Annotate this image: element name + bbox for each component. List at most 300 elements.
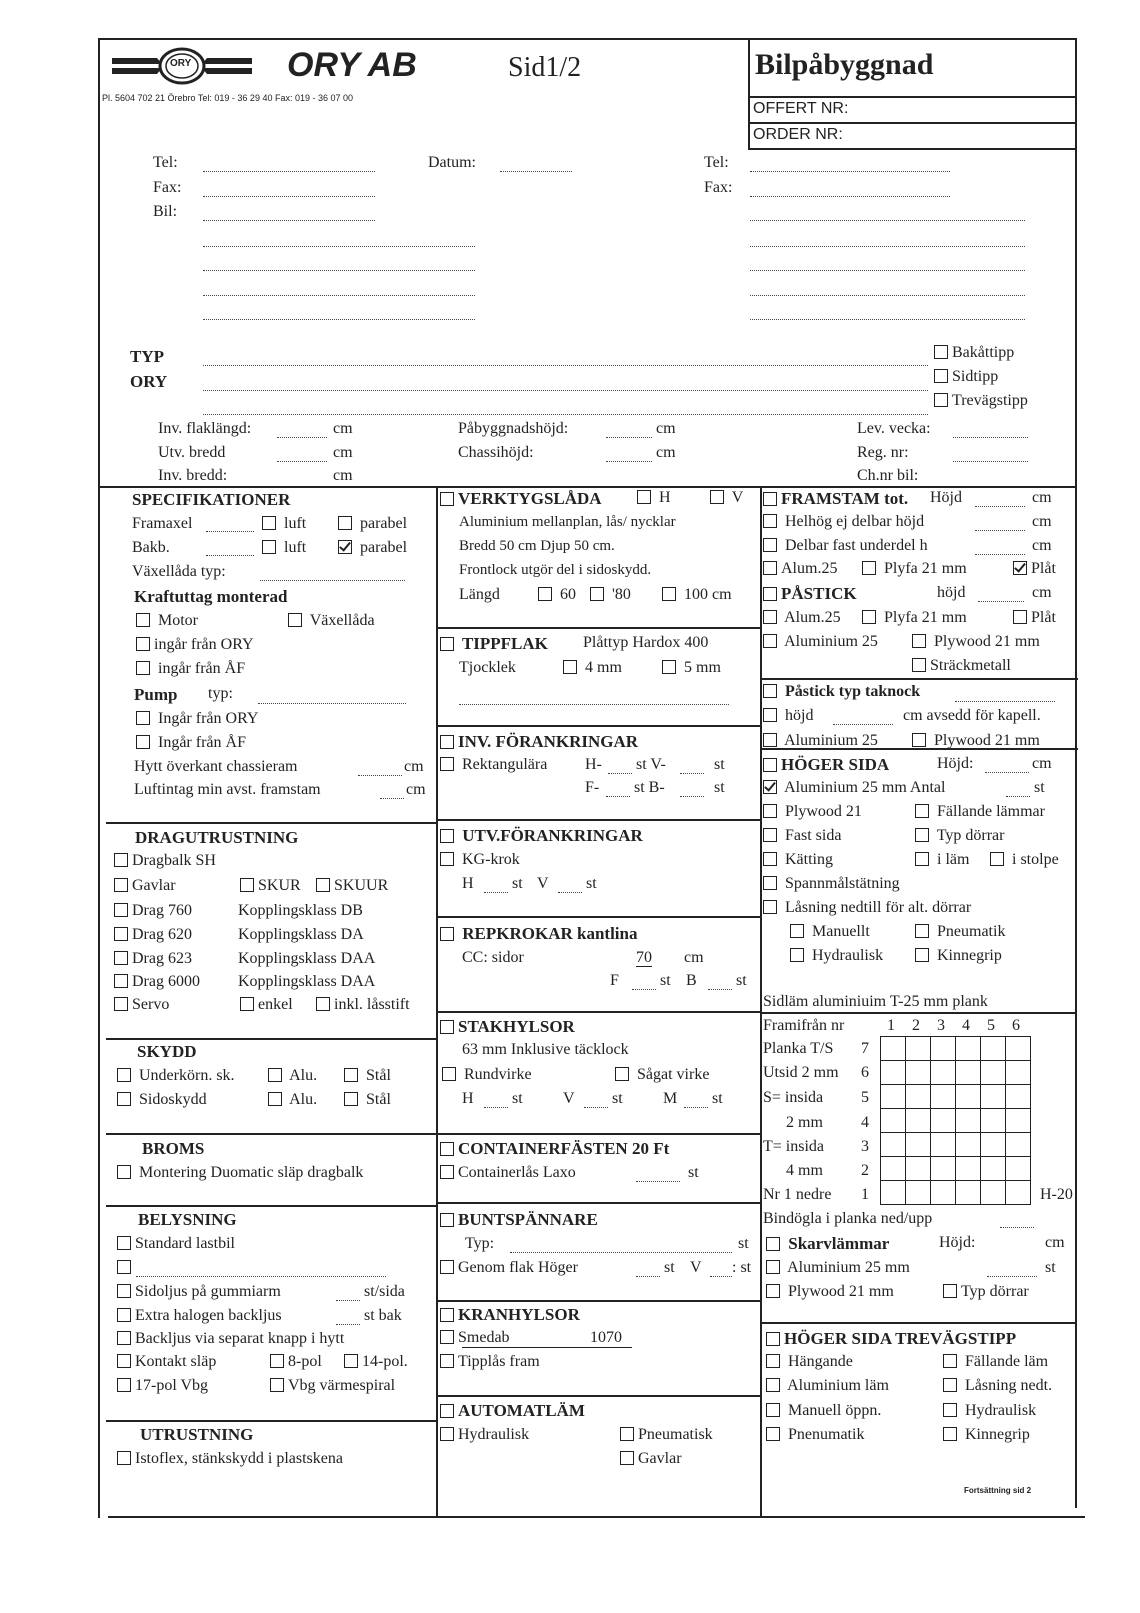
servo-checkbox[interactable]	[114, 997, 128, 1011]
tjocklek-4mm-checkbox[interactable]	[563, 660, 577, 674]
duomatic-checkbox[interactable]	[117, 1165, 131, 1179]
motor-option[interactable]: Motor	[136, 613, 198, 629]
htv-hydraulisk-checkbox[interactable]	[943, 1403, 957, 1417]
manuell-oppn-checkbox[interactable]	[766, 1403, 780, 1417]
rektangulara-option[interactable]: Rektangulära	[440, 757, 547, 773]
skarv-al-checkbox[interactable]	[766, 1260, 780, 1274]
langd-80-option[interactable]: '80	[590, 587, 631, 603]
past-plywood-checkbox[interactable]	[912, 634, 926, 648]
address-line[interactable]	[203, 246, 475, 247]
fram-plyfa-checkbox[interactable]	[862, 561, 876, 575]
aluminium-lam-checkbox[interactable]	[766, 1378, 780, 1392]
fram-plat-option[interactable]: Plåt	[1013, 561, 1056, 577]
katting-checkbox[interactable]	[763, 852, 777, 866]
pol8-option[interactable]: 8-pol	[270, 1354, 322, 1370]
utv-bredd-label: Utv. bredd	[158, 444, 226, 461]
katting-option[interactable]: Kätting	[763, 852, 833, 868]
enkel-checkbox[interactable]	[240, 997, 254, 1011]
bakattipp-option[interactable]: Bakåttipp	[934, 345, 1014, 361]
stakhylsor-checkbox[interactable]	[440, 1020, 454, 1034]
rundvirke-option[interactable]: Rundvirke	[442, 1067, 532, 1083]
pump-typ-field[interactable]	[258, 703, 406, 704]
sagat-virke-checkbox[interactable]	[615, 1067, 629, 1081]
framaxel-luft-checkbox[interactable]	[262, 516, 276, 530]
istoflex-option[interactable]: Istoflex, stänkskydd i plastskena	[117, 1451, 343, 1467]
extra-halogen-option[interactable]: Extra halogen backljus	[117, 1308, 282, 1324]
hoger-al-checkbox[interactable]	[763, 780, 777, 794]
verktyg-h-checkbox[interactable]	[637, 490, 651, 504]
sidtipp-checkbox[interactable]	[934, 369, 948, 383]
fallande-lam-option[interactable]: Fällande läm	[943, 1354, 1048, 1370]
past-alum-option[interactable]: Alum.25	[763, 610, 841, 626]
genom-v-field[interactable]	[710, 1276, 732, 1277]
kranhylsor-checkbox[interactable]	[440, 1308, 454, 1322]
tippflak-option[interactable]: TIPPFLAK	[440, 635, 548, 652]
address2-line[interactable]	[750, 246, 1025, 247]
rundvirke-checkbox[interactable]	[442, 1067, 456, 1081]
past-plywood-option[interactable]: Plywood 21 mm	[912, 634, 1040, 650]
pump-ingar-af-option[interactable]: Ingår från ÅF	[136, 735, 246, 751]
kg-krok-checkbox[interactable]	[440, 852, 454, 866]
taknock-plywood-checkbox[interactable]	[912, 733, 926, 747]
inv-f-field[interactable]	[606, 796, 630, 797]
framaxel-field[interactable]	[206, 531, 254, 532]
underkorn-alu-checkbox[interactable]	[268, 1068, 282, 1082]
dragbalk-checkbox[interactable]	[114, 853, 128, 867]
typ-dorrar-checkbox[interactable]	[915, 828, 929, 842]
stakhylsor-option[interactable]: STAKHYLSOR	[440, 1018, 575, 1035]
tel-field[interactable]	[203, 171, 375, 172]
fast-sida-option[interactable]: Fast sida	[763, 828, 841, 844]
st-unit: st	[1034, 779, 1045, 796]
repkrokar-checkbox[interactable]	[440, 927, 454, 941]
hytt-field[interactable]	[358, 775, 402, 776]
pol14-checkbox[interactable]	[344, 1354, 358, 1368]
sidlam-grid[interactable]	[880, 1036, 1031, 1205]
auto-pneumatisk-option[interactable]: Pneumatisk	[620, 1427, 713, 1443]
hoger-sida-checkbox[interactable]	[763, 758, 777, 772]
verktyg-h-option[interactable]: H	[637, 490, 671, 506]
past-plyfa-checkbox[interactable]	[862, 610, 876, 624]
kg-krok-option[interactable]: KG-krok	[440, 852, 520, 868]
manuell-oppn-option[interactable]: Manuell öppn.	[766, 1403, 881, 1419]
i-stolpe-checkbox[interactable]	[990, 852, 1004, 866]
drag-620-option[interactable]: Drag 620	[114, 927, 192, 943]
tjocklek-5mm-checkbox[interactable]	[662, 660, 676, 674]
tel2-field[interactable]	[750, 171, 950, 172]
pabyggnadshojd-field[interactable]	[606, 437, 652, 438]
cc-sidor-label: CC: sidor	[462, 949, 524, 966]
utv-h-field[interactable]	[484, 892, 508, 893]
spannmal-option[interactable]: Spannmålstätning	[763, 876, 900, 892]
helhog-checkbox[interactable]	[763, 514, 777, 528]
genom-flak-option[interactable]: Genom flak Höger	[440, 1260, 578, 1276]
bakb-field[interactable]	[206, 555, 254, 556]
hangande-option[interactable]: Hängande	[766, 1354, 853, 1370]
underkorn-stal-checkbox[interactable]	[344, 1068, 358, 1082]
taknock-hojd-option[interactable]: höjd	[763, 708, 813, 724]
skarv-typd-checkbox[interactable]	[943, 1284, 957, 1298]
framaxel-luft-option[interactable]: luft	[262, 516, 306, 532]
containerfasten-checkbox[interactable]	[440, 1142, 454, 1156]
pol17-checkbox[interactable]	[117, 1378, 131, 1392]
langd-100-checkbox[interactable]	[662, 587, 676, 601]
i-lam-option[interactable]: i läm	[915, 852, 969, 868]
address2-line[interactable]	[750, 295, 1025, 296]
typ-field[interactable]	[203, 365, 928, 366]
verktyg-v-checkbox[interactable]	[710, 490, 724, 504]
taknock-al25-option[interactable]: Aluminium 25	[763, 733, 878, 749]
sidtipp-option[interactable]: Sidtipp	[934, 369, 998, 385]
hydraulisk-option[interactable]: Hydraulisk	[790, 948, 883, 964]
backljus-checkbox[interactable]	[117, 1331, 131, 1345]
pol14-option[interactable]: 14-pol.	[344, 1354, 408, 1370]
langd-60-checkbox[interactable]	[538, 587, 552, 601]
fax-field[interactable]	[203, 196, 375, 197]
bakb-parabel-option[interactable]: parabel	[338, 540, 407, 556]
underkorn-alu-option[interactable]: Alu.	[268, 1068, 317, 1084]
pastick-checkbox[interactable]	[763, 587, 777, 601]
hoger-trevagstipp-option[interactable]: HÖGER SIDA TREVÄGSTIPP	[766, 1330, 1016, 1347]
pastick-hojd-label: höjd	[937, 584, 966, 601]
skarv-ply-checkbox[interactable]	[766, 1284, 780, 1298]
pump-ingar-af-checkbox[interactable]	[136, 735, 150, 749]
past-plyfa-option[interactable]: Plyfa 21 mm	[862, 610, 967, 626]
bakattipp-checkbox[interactable]	[934, 345, 948, 359]
bakb-luft-option[interactable]: luft	[262, 540, 306, 556]
taknock-option[interactable]: Påstick typ taknock	[763, 684, 920, 700]
skur-checkbox[interactable]	[240, 878, 254, 892]
framaxel-parabel-checkbox[interactable]	[338, 516, 352, 530]
sidoskydd-alu-checkbox[interactable]	[268, 1092, 282, 1106]
inv-forankringar-option[interactable]: INV. FÖRANKRINGAR	[440, 733, 638, 750]
skuur-checkbox[interactable]	[316, 878, 330, 892]
verktygslada-checkbox[interactable]	[440, 492, 454, 506]
kranhylsor-option[interactable]: KRANHYLSOR	[440, 1306, 580, 1323]
st-sida-unit: st/sida	[364, 1283, 405, 1300]
genom-flak-checkbox[interactable]	[440, 1260, 454, 1274]
sagat-virke-option[interactable]: Sågat virke	[615, 1067, 709, 1083]
taknock-hojd-field[interactable]	[833, 724, 893, 725]
delbar-option[interactable]: Delbar fast underdel h	[763, 538, 928, 554]
sidoskydd-option[interactable]: Sidoskydd	[117, 1092, 207, 1108]
kontakt-slap-option[interactable]: Kontakt släp	[117, 1354, 216, 1370]
datum-field[interactable]	[500, 171, 572, 172]
manuellt-option[interactable]: Manuellt	[790, 924, 870, 940]
typ-dorrar-option[interactable]: Typ dörrar	[915, 828, 1004, 844]
address-line[interactable]	[203, 295, 475, 296]
belysning-other-option[interactable]	[117, 1260, 135, 1276]
sidoljus-field[interactable]	[336, 1300, 360, 1301]
inv-v-field[interactable]	[680, 773, 704, 774]
skuur-option[interactable]: SKUUR	[316, 878, 388, 894]
hoger-trevagstipp-checkbox[interactable]	[766, 1332, 780, 1346]
trevagstipp-checkbox[interactable]	[934, 393, 948, 407]
hoger-ply-option[interactable]: Plywood 21	[763, 804, 862, 820]
inkl-lasstift-checkbox[interactable]	[316, 997, 330, 1011]
smedab-option[interactable]: Smedab	[440, 1330, 510, 1346]
trevagstipp-option[interactable]: Trevägstipp	[934, 393, 1028, 409]
smedab-checkbox[interactable]	[440, 1330, 454, 1344]
drag-623-checkbox[interactable]	[114, 951, 128, 965]
hydraulisk-checkbox[interactable]	[790, 948, 804, 962]
gavlar-option[interactable]: Gavlar	[114, 878, 176, 894]
rep-f-field[interactable]	[632, 989, 656, 990]
kontakt-slap-checkbox[interactable]	[117, 1354, 131, 1368]
stak-m-field[interactable]	[684, 1107, 708, 1108]
lasning-nedtill-checkbox[interactable]	[763, 900, 777, 914]
inv-forankringar-checkbox[interactable]	[440, 735, 454, 749]
standard-lastbil-checkbox[interactable]	[117, 1236, 131, 1250]
strackmetall-option[interactable]: Sträckmetall	[912, 658, 1011, 674]
pump-ingar-ory-checkbox[interactable]	[136, 711, 150, 725]
htv-kinnegrip-option[interactable]: Kinnegrip	[943, 1427, 1030, 1443]
cm-unit: cm	[1032, 513, 1052, 530]
tipplas-option[interactable]: Tipplås fram	[440, 1354, 540, 1370]
drag-760-option[interactable]: Drag 760	[114, 903, 192, 919]
lasning-nedtill-option[interactable]: Låsning nedtill för alt. dörrar	[763, 900, 971, 916]
backljus-option[interactable]: Backljus via separat knapp i hytt	[117, 1331, 344, 1347]
kinnegrip-checkbox[interactable]	[915, 948, 929, 962]
tippflak-note-field[interactable]	[459, 704, 729, 705]
langd-80-checkbox[interactable]	[590, 587, 604, 601]
framaxel-parabel-option[interactable]: parabel	[338, 516, 407, 532]
past-plat-option[interactable]: Plåt	[1013, 610, 1056, 626]
bil-field[interactable]	[203, 220, 375, 221]
fax2-field[interactable]	[750, 196, 950, 197]
stak-h-field[interactable]	[484, 1107, 508, 1108]
drag-760-checkbox[interactable]	[114, 903, 128, 917]
lev-vecka-field[interactable]	[953, 437, 1028, 438]
pol8-checkbox[interactable]	[270, 1354, 284, 1368]
sidoljus-option[interactable]: Sidoljus på gummiarm	[117, 1284, 281, 1300]
reg-nr-field[interactable]	[953, 461, 1028, 462]
hoger-sida-option[interactable]: HÖGER SIDA	[763, 756, 889, 773]
fallande-lammar-option[interactable]: Fällande lämmar	[915, 804, 1045, 820]
containerfasten-option[interactable]: CONTAINERFÄSTEN 20 Ft	[440, 1140, 669, 1157]
i-lam-checkbox[interactable]	[915, 852, 929, 866]
kinnegrip-option[interactable]: Kinnegrip	[915, 948, 1002, 964]
bunt-typ-field[interactable]	[510, 1252, 732, 1253]
underkorn-option[interactable]: Underkörn. sk.	[117, 1068, 235, 1084]
delbar-field[interactable]	[975, 554, 1025, 555]
address-line[interactable]	[203, 319, 475, 320]
pastick-option[interactable]: PÅSTICK	[763, 585, 857, 602]
lasning-nedt-option[interactable]: Låsning nedt.	[943, 1378, 1052, 1394]
belysning-other-field[interactable]	[136, 1276, 386, 1277]
standard-lastbil-option[interactable]: Standard lastbil	[117, 1236, 235, 1252]
past-alum-checkbox[interactable]	[763, 610, 777, 624]
strackmetall-checkbox[interactable]	[912, 658, 926, 672]
taknock-checkbox[interactable]	[763, 684, 777, 698]
aluminium-lam-option[interactable]: Aluminium läm	[766, 1378, 889, 1394]
servo-option[interactable]: Servo	[114, 997, 169, 1013]
pol17-option[interactable]: 17-pol Vbg	[117, 1378, 208, 1394]
pnenumatik-checkbox[interactable]	[766, 1427, 780, 1441]
delbar-checkbox[interactable]	[763, 538, 777, 552]
skarv-antal-field[interactable]	[987, 1276, 1037, 1277]
taknock-hojd-checkbox[interactable]	[763, 708, 777, 722]
inv-b-field[interactable]	[680, 796, 704, 797]
vbg-varmespiral-option[interactable]: Vbg värmespiral	[270, 1378, 395, 1394]
address2-line[interactable]	[750, 270, 1025, 271]
automatlam-checkbox[interactable]	[440, 1404, 454, 1418]
underkorn-checkbox[interactable]	[117, 1068, 131, 1082]
kraft-ingar-af-checkbox[interactable]	[136, 661, 150, 675]
auto-pneumatisk-checkbox[interactable]	[620, 1427, 634, 1441]
st-unit: st	[714, 756, 725, 773]
bakb-luft-checkbox[interactable]	[262, 540, 276, 554]
typ-extra-field[interactable]	[203, 414, 928, 415]
hoger-ply-checkbox[interactable]	[763, 804, 777, 818]
pnenumatik-option[interactable]: Pnenumatik	[766, 1427, 864, 1443]
gavlar-checkbox[interactable]	[114, 878, 128, 892]
skarv-al-option[interactable]: Aluminium 25 mm	[766, 1260, 910, 1276]
helhog-option[interactable]: Helhög ej delbar höjd	[763, 514, 924, 530]
tjocklek-5mm-option[interactable]: 5 mm	[662, 660, 721, 676]
tippflak-checkbox[interactable]	[440, 637, 454, 651]
helhog-field[interactable]	[975, 530, 1025, 531]
genom-hoger-field[interactable]	[636, 1276, 660, 1277]
kraft-ingar-ory-checkbox[interactable]	[136, 637, 150, 651]
dragbalk-option[interactable]: Dragbalk SH	[114, 853, 216, 869]
pastick-hojd-field[interactable]	[978, 601, 1024, 602]
auto-hydraulisk-option[interactable]: Hydraulisk	[440, 1427, 529, 1443]
fast-sida-checkbox[interactable]	[763, 828, 777, 842]
skur-option[interactable]: SKUR	[240, 878, 301, 894]
sidoskydd-checkbox[interactable]	[117, 1092, 131, 1106]
enkel-option[interactable]: enkel	[240, 997, 293, 1013]
extra-halogen-field[interactable]	[336, 1324, 360, 1325]
vaxellada-option[interactable]: Växellåda	[288, 613, 375, 629]
fram-alum-option[interactable]: Alum.25	[763, 561, 837, 577]
stak-v-field[interactable]	[584, 1107, 608, 1108]
chassihojd-field[interactable]	[606, 461, 652, 462]
utv-v-field[interactable]	[558, 892, 582, 893]
underkorn-stal-option[interactable]: Stål	[344, 1068, 391, 1084]
pneumatik-checkbox[interactable]	[915, 924, 929, 938]
rep-b-field[interactable]	[708, 989, 732, 990]
pneumatik-option[interactable]: Pneumatik	[915, 924, 1005, 940]
past-plat-checkbox[interactable]	[1013, 610, 1027, 624]
taknock-field[interactable]	[955, 701, 1055, 702]
istoflex-checkbox[interactable]	[117, 1451, 131, 1465]
inkl-lasstift-option[interactable]: inkl. låsstift	[316, 997, 410, 1013]
utv-forankringar-option[interactable]: UTV.FÖRANKRINGAR	[440, 827, 643, 844]
verktyg-v-option[interactable]: V	[710, 490, 743, 506]
past-al25-option[interactable]: Aluminium 25	[763, 634, 878, 650]
flaklangd-field[interactable]	[277, 437, 327, 438]
i-stolpe-option[interactable]: i stolpe	[990, 852, 1059, 868]
vaxellada-checkbox[interactable]	[288, 613, 302, 627]
fram-alum-checkbox[interactable]	[763, 561, 777, 575]
address-line[interactable]	[203, 270, 475, 271]
duomatic-option[interactable]: Montering Duomatic släp dragbalk	[117, 1165, 363, 1181]
kraft-ingar-af-option[interactable]: ingår från ÅF	[136, 661, 245, 677]
fallande-lam-checkbox[interactable]	[943, 1354, 957, 1368]
bakb-parabel-checkbox[interactable]	[338, 540, 352, 554]
framstam-option[interactable]: FRAMSTAM tot.	[763, 490, 908, 507]
vaxellada-field[interactable]	[260, 580, 405, 581]
drag-623-option[interactable]: Drag 623	[114, 951, 192, 967]
langd-100-option[interactable]: 100 cm	[662, 587, 732, 603]
taknock-plywood-option[interactable]: Plywood 21 mm	[912, 733, 1040, 749]
hangande-checkbox[interactable]	[766, 1354, 780, 1368]
auto-gavlar-checkbox[interactable]	[620, 1451, 634, 1465]
buntspannare-checkbox[interactable]	[440, 1213, 454, 1227]
langd-60-option[interactable]: 60	[538, 587, 576, 603]
skarvlammar-option[interactable]: Skarvlämmar	[766, 1235, 889, 1252]
typ-label: TYP	[130, 347, 164, 366]
tjocklek-4mm-option[interactable]: 4 mm	[563, 660, 622, 676]
hoger-hojd-field[interactable]	[985, 772, 1029, 773]
spannmal-checkbox[interactable]	[763, 876, 777, 890]
drag-6000-checkbox[interactable]	[114, 974, 128, 988]
past-al25-checkbox[interactable]	[763, 634, 777, 648]
extra-halogen-checkbox[interactable]	[117, 1308, 131, 1322]
auto-hydraulisk-checkbox[interactable]	[440, 1427, 454, 1441]
drag-620-checkbox[interactable]	[114, 927, 128, 941]
drag-6000-option[interactable]: Drag 6000	[114, 974, 200, 990]
manuellt-checkbox[interactable]	[790, 924, 804, 938]
containerlas-checkbox[interactable]	[440, 1165, 454, 1179]
fram-plyfa-option[interactable]: Plyfa 21 mm	[862, 561, 967, 577]
stak-m-label: M	[663, 1090, 678, 1107]
luftintag-field[interactable]	[380, 798, 404, 799]
bindogla-field[interactable]	[1000, 1227, 1034, 1228]
utv-bredd-field[interactable]	[277, 461, 327, 462]
fram-plat-checkbox[interactable]	[1013, 561, 1027, 575]
address2-line[interactable]	[750, 319, 1025, 320]
automatlam-option[interactable]: AUTOMATLÄM	[440, 1402, 585, 1419]
hoger-al-option[interactable]: Aluminium 25 mm Antal	[763, 780, 945, 796]
skarvlammar-checkbox[interactable]	[766, 1237, 780, 1251]
verktygslada-option[interactable]: VERKTYGSLÅDA	[440, 490, 602, 507]
sidoljus-checkbox[interactable]	[117, 1284, 131, 1298]
hoger-antal-field[interactable]	[1006, 796, 1030, 797]
htv-hydraulisk-option[interactable]: Hydraulisk	[943, 1403, 1036, 1419]
buntspannare-option[interactable]: BUNTSPÄNNARE	[440, 1211, 598, 1228]
framstam-checkbox[interactable]	[763, 492, 777, 506]
repkrokar-option[interactable]: REPKROKAR kantlina	[440, 925, 637, 942]
rektangulara-checkbox[interactable]	[440, 757, 454, 771]
cc-value[interactable]: 70	[636, 949, 652, 966]
ory-field[interactable]	[203, 390, 928, 391]
fallande-lammar-checkbox[interactable]	[915, 804, 929, 818]
tipplas-checkbox[interactable]	[440, 1354, 454, 1368]
vbg-varmespiral-checkbox[interactable]	[270, 1378, 284, 1392]
address2-line[interactable]	[750, 220, 1025, 221]
inv-h-field[interactable]	[608, 773, 632, 774]
pump-ingar-ory-option[interactable]: Ingår från ORY	[136, 711, 258, 727]
kraft-ingar-ory-option[interactable]: ingår från ORY	[136, 637, 254, 653]
htv-kinnegrip-checkbox[interactable]	[943, 1427, 957, 1441]
containerlas-field[interactable]	[636, 1181, 680, 1182]
auto-gavlar-option[interactable]: Gavlar	[620, 1451, 682, 1467]
containerlas-option[interactable]: Containerlås Laxo	[440, 1165, 576, 1181]
motor-checkbox[interactable]	[136, 613, 150, 627]
skarv-ply-option[interactable]: Plywood 21 mm	[766, 1284, 894, 1300]
lasning-nedt-checkbox[interactable]	[943, 1378, 957, 1392]
framstam-hojd-field[interactable]	[975, 506, 1025, 507]
sidoskydd-alu-option[interactable]: Alu.	[268, 1092, 317, 1108]
sidoskydd-stal-checkbox[interactable]	[344, 1092, 358, 1106]
sidoskydd-stal-option[interactable]: Stål	[344, 1092, 391, 1108]
taknock-al25-checkbox[interactable]	[763, 733, 777, 747]
utv-forankringar-checkbox[interactable]	[440, 829, 454, 843]
belysning-other-checkbox[interactable]	[117, 1260, 131, 1274]
skarv-typd-option[interactable]: Typ dörrar	[943, 1284, 1029, 1300]
